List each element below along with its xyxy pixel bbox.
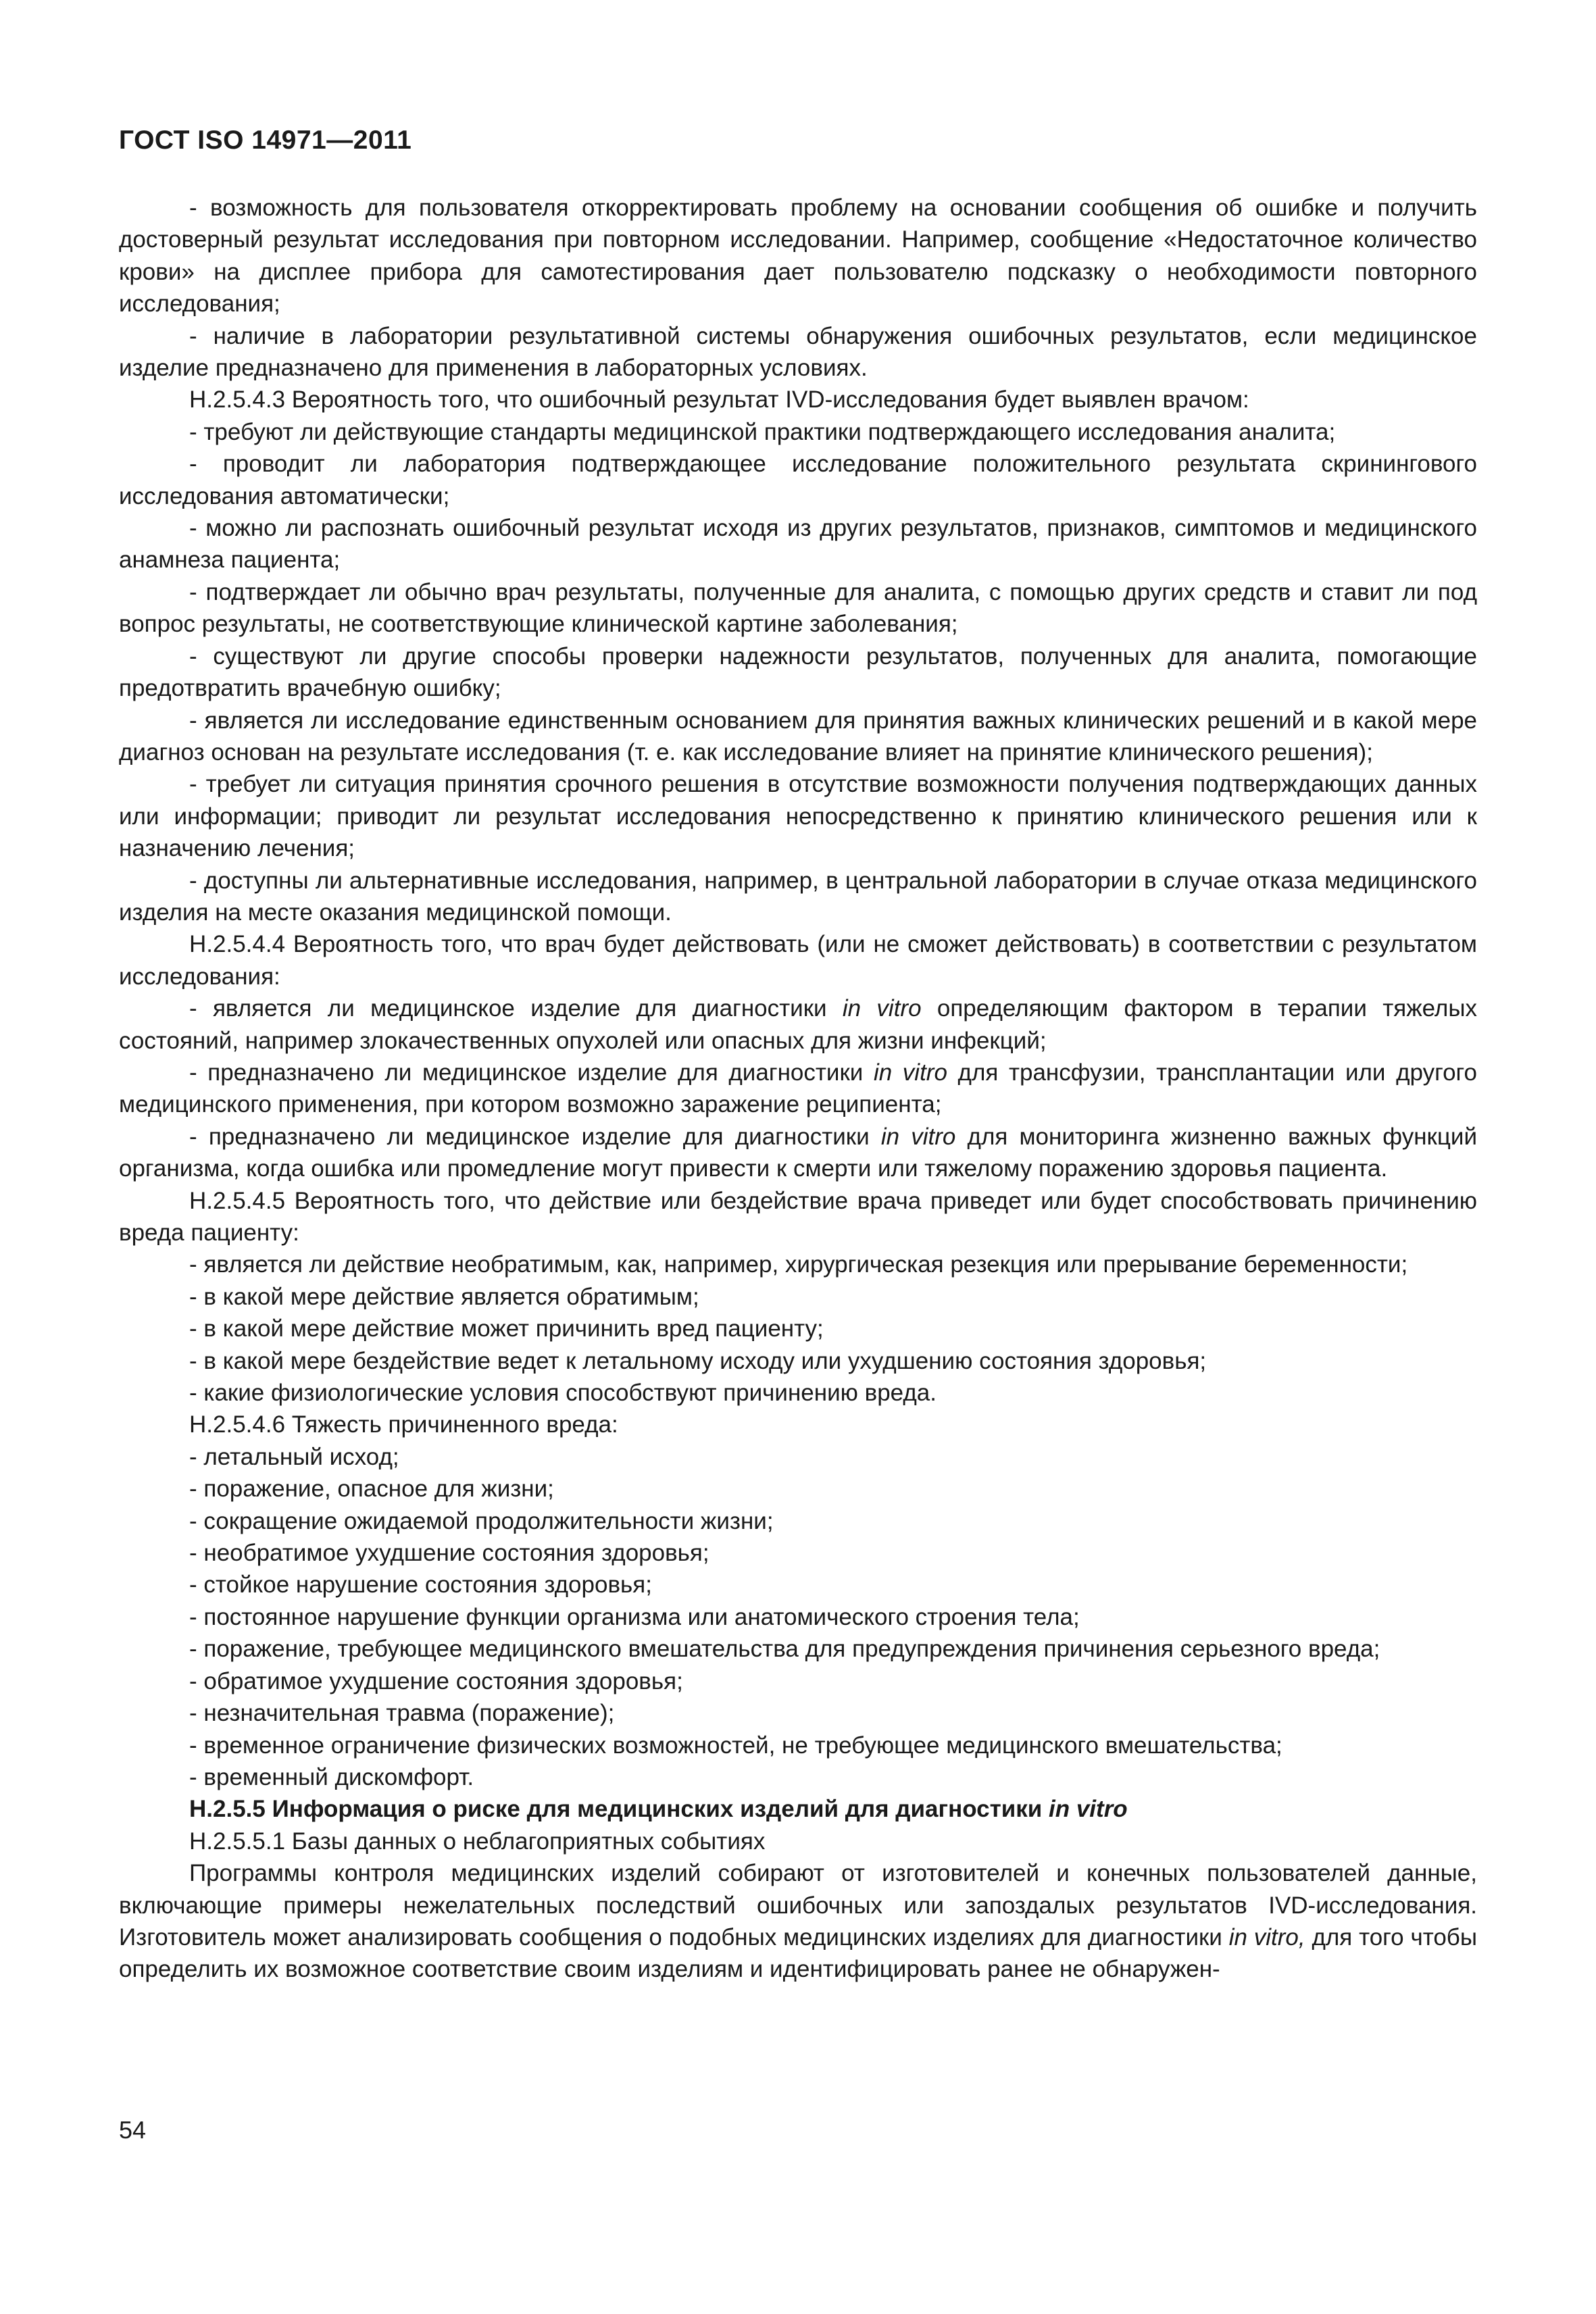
paragraph: - требует ли ситуация принятия срочного решения в отсутствие возможности получения подтверждающих данных или информации; приводит ли результат исследования непосредственно к принятию клинического решения или к назначению лечения; (119, 771, 1477, 862)
paragraph: - подтверждает ли обычно врач результаты, полученные для аналита, с помощью других средств и ставит ли под вопрос результаты, не соответствующие клинической картине заболевания; (119, 578, 1477, 638)
paragraph: - поражение, требующее медицинского вмешательства для предупреждения причинения серьезного вреда; (189, 1636, 1380, 1663)
paragraph: - в какой мере действие может причинить вред пациенту; (189, 1315, 824, 1342)
paragraph: - поражение, опасное для жизни; (189, 1476, 554, 1503)
paragraph: Н.2.5.4.6 Тяжесть причиненного вреда: (189, 1411, 618, 1438)
paragraph: - требуют ли действующие стандарты медицинской практики подтверждающего исследования аналита; (189, 418, 1336, 445)
paragraph: - обратимое ухудшение состояния здоровья; (189, 1667, 683, 1694)
paragraph: - является ли действие необратимым, как, например, хирургическая резекция или прерывание беременности; (189, 1251, 1408, 1278)
paragraph: Программы контроля медицинских изделий собирают от изготовителей и конечных пользователей данные, включающие примеры нежелательных последствий ошибочных или запоздалых результатов IVD-исследования. Изготовитель может анализировать сообщения о подобных медицинских изделиях для диагностики in vitro, для того чтобы определить их возможное соответствие своим изделиям и идентифицировать ранее не обнаружен- (119, 1860, 1477, 1983)
paragraph: - какие физиологические условия способствуют причинению вреда. (189, 1380, 937, 1407)
document-header: ГОСТ ISO 14971—2011 (119, 126, 412, 155)
paragraph: Н.2.5.4.3 Вероятность того, что ошибочный результат IVD-исследования будет выявлен врачом: (189, 386, 1249, 413)
paragraph: - временный дискомфорт. (189, 1763, 474, 1790)
paragraph: - необратимое ухудшение состояния здоровья; (189, 1540, 709, 1567)
paragraph: - в какой мере бездействие ведет к летальному исходу или ухудшению состояния здоровья; (189, 1347, 1207, 1374)
paragraph: - в какой мере действие является обратимым; (189, 1283, 699, 1310)
paragraph: Н.2.5.4.4 Вероятность того, что врач будет действовать (или не сможет действовать) в соответствии с результатом исследования: (119, 931, 1477, 990)
paragraph: - проводит ли лаборатория подтверждающее исследование положительного результата скринингового исследования автоматически; (119, 451, 1477, 509)
document-body (119, 192, 1477, 1986)
paragraph: - постоянное нарушение функции организма или анатомического строения тела; (189, 1603, 1080, 1630)
paragraph: - временное ограничение физических возможностей, не требующее медицинского вмешательства; (189, 1732, 1282, 1759)
paragraph: - наличие в лаборатории результативной системы обнаружения ошибочных результатов, если медицинское изделие предназначено для применения в лабораторных условиях. (119, 322, 1477, 382)
paragraph: - незначительная травма (поражение); (189, 1700, 615, 1727)
paragraph: - стойкое нарушение состояния здоровья; (189, 1571, 652, 1599)
paragraph: - можно ли распознать ошибочный результат исходя из других результатов, признаков, симптомов и медицинского анамнеза пациента; (119, 515, 1477, 574)
paragraph: Н.2.5.5 Информация о риске для медицинских изделий для диагностики in vitro (189, 1796, 1128, 1823)
paragraph: - сокращение ожидаемой продолжительности жизни; (189, 1507, 774, 1534)
paragraph: - предназначено ли медицинское изделие для диагностики in vitro для мониторинга жизненно важных функций организма, когда ошибка или промедление могут привести к смерти или тяжелому поражению здоровья пациента. (119, 1123, 1477, 1182)
paragraph: - предназначено ли медицинское изделие для диагностики in vitro для трансфузии, трансплантации или другого медицинского применения, при котором возможно заражение реципиента; (119, 1059, 1478, 1118)
paragraph: - является ли медицинское изделие для диагностики in vitro определяющим фактором в терапии тяжелых состояний, например злокачественных опухолей или опасных для жизни инфекций; (119, 995, 1477, 1054)
paragraph: - летальный исход; (189, 1443, 399, 1470)
paragraph: Н.2.5.5.1 Базы данных о неблагоприятных событиях (189, 1828, 766, 1855)
page-number: 54 (119, 2116, 147, 2144)
paragraph: - является ли исследование единственным основанием для принятия важных клинических решений и в какой мере диагноз основан на результате исследования (т. е. как исследование влияет на принятие клинического решения); (119, 707, 1477, 765)
paragraph: - возможность для пользователя откорректировать проблему на основании сообщения об ошибке и получить достоверный результат исследования при повторном исследовании. Например, сообщение «Недостаточное количество крови» на дисплее прибора для самотестирования дает пользователю подсказку о необходимости повторного исследования; (119, 195, 1477, 318)
paragraph: - доступны ли альтернативные исследования, например, в центральной лаборатории в случае отказа медицинского изделия на месте оказания медицинской помощи. (119, 867, 1477, 926)
paragraph: Н.2.5.4.5 Вероятность того, что действие или бездействие врача приведет или будет способствовать причинению вреда пациенту: (119, 1187, 1477, 1246)
paragraph: - существуют ли другие способы проверки надежности результатов, полученных для аналита, помогающие предотвратить врачебную ошибку; (119, 643, 1477, 702)
